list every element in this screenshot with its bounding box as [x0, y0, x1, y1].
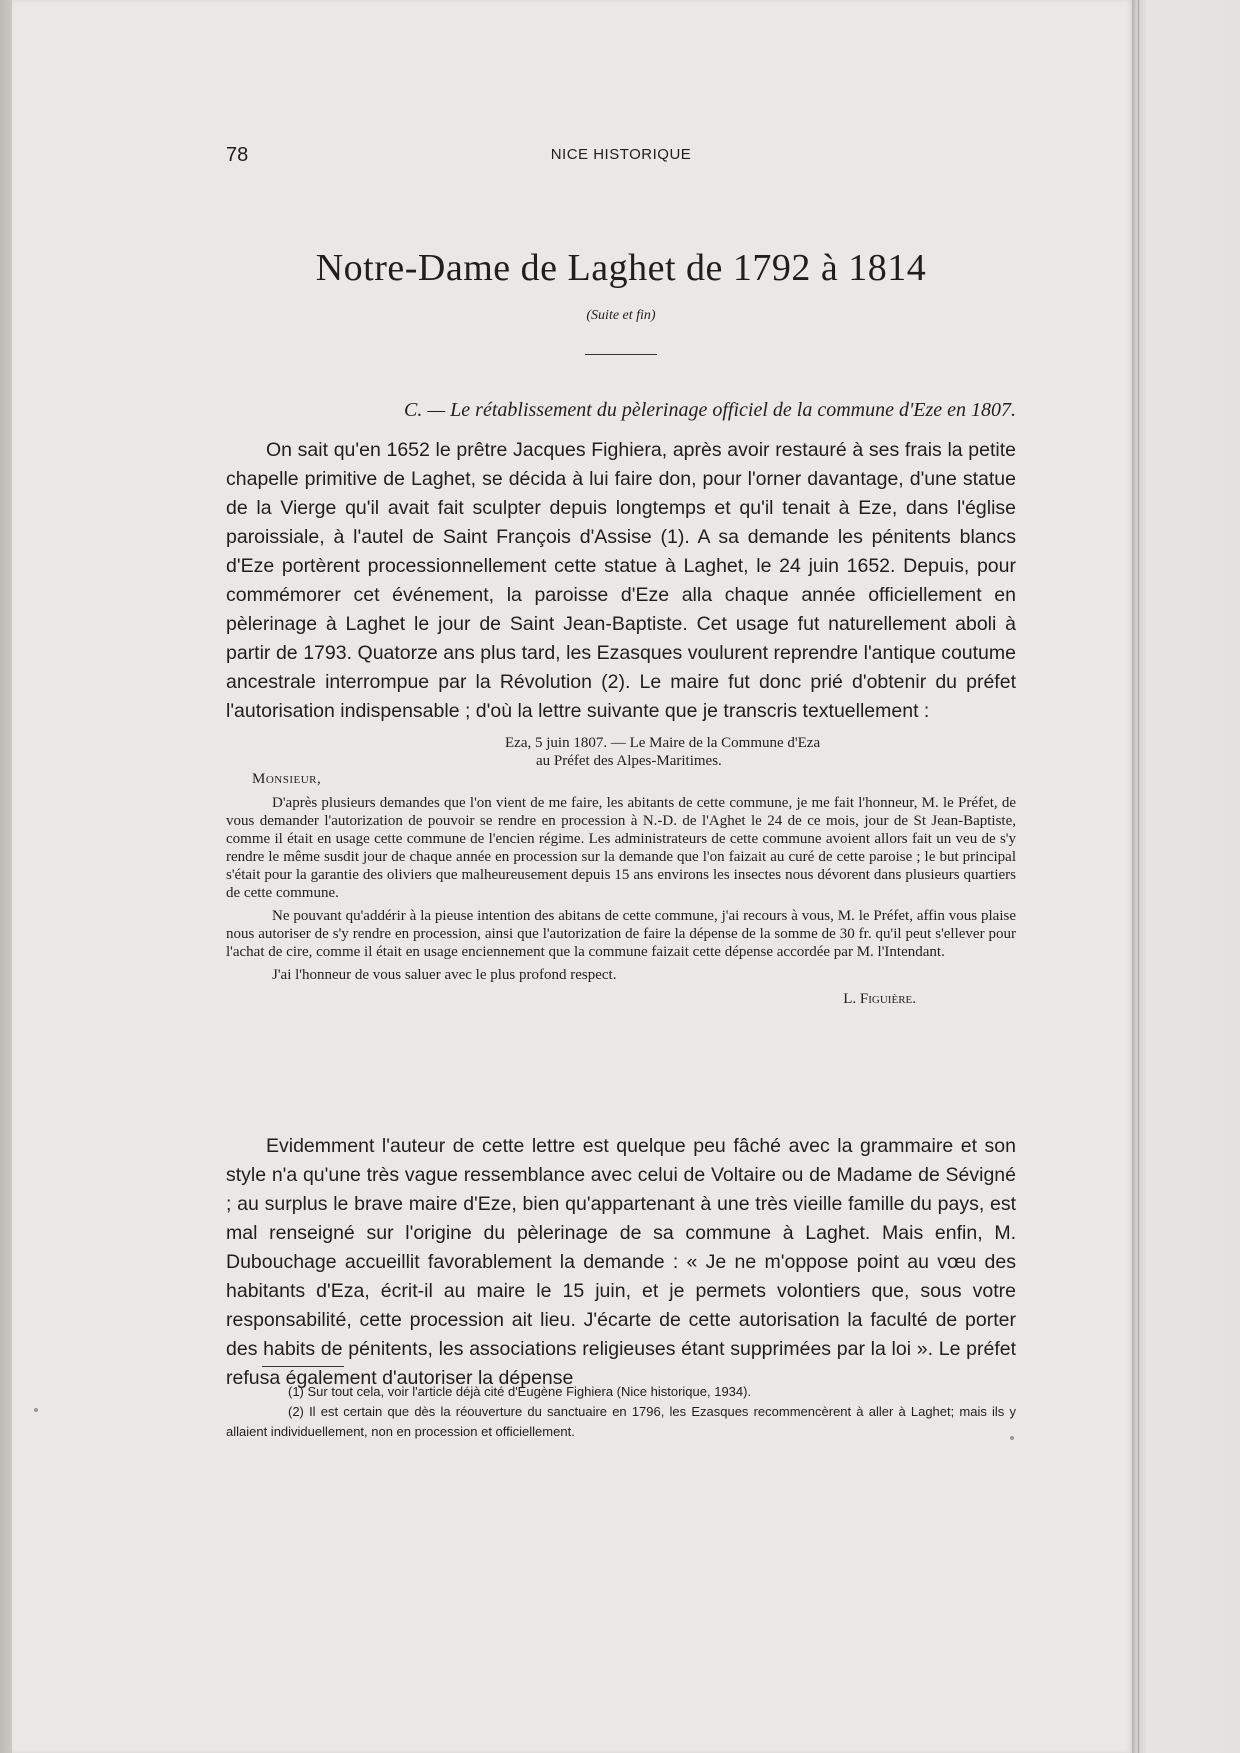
- paragraph: On sait qu'en 1652 le prêtre Jacques Fighiera, après avoir restauré à ses frais la petite chapelle primitive de Laghet, se décida à lui faire don, pour l'orner davantage, d'une statue de la Vierge qu'il avait fait sculpter depuis longtemps et qu'il tenait à Eze, dans l'église paroissiale, à l'autel de Saint François d'Assise (1). A sa demande les pénitents blancs d'Eze portèrent processionnellement cette statue à Laghet, le 24 juin 1652. Depuis, pour commémorer cet événement, la paroisse d'Eze alla chaque année officiellement en pèlerinage à Laghet le jour de Saint Jean-Baptiste. Cet usage fut naturellement aboli à partir de 1793. Quatorze ans plus tard, les Ezasques voulurent reprendre l'antique coutume ancestrale interrompue par la Révolution (2). Le maire fut donc prié d'obtenir du préfet l'autorisation indispensable ; d'où la lettre suivante que je transcris textuellement :: [226, 439, 1016, 722]
- journal-title: NICE HISTORIQUE: [550, 146, 692, 163]
- adjacent-page-edge: [1132, 0, 1240, 1753]
- quoted-letter: [226, 734, 1016, 1008]
- page-gutter-line: [1138, 0, 1139, 1753]
- section-heading: C. — Le rétablissement du pèlerinage officiel de la commune d'Eze en 1807.: [404, 399, 1016, 421]
- letter-paragraph: D'après plusieurs demandes que l'on vient de me faire, les abitants de cette commune, je me fait l'honneur, M. le Préfet, de vous demander l'autorization de pouvoir se rendre en procession à N.-D. de l'Aghet le 24 de ce mois, jour de St Jean-Baptiste, comme il était en usage cette commune de l'encien régime. Les administrateurs de cette commune avoient allors fait un veu de s'y rendre le même susdit jour de chaque année en procession sur la demande que l'on faizait au curé de cette paroise ; le but principal s'était pour la garantie des oliviers que malheureusement depuis 15 ans environs les insectes nous dévorent dans plusieurs quartiers de cette commune.: [226, 795, 1016, 901]
- letter-signature: L. Figuière.: [843, 991, 916, 1007]
- paragraph: Evidemment l'auteur de cette lettre est quelque peu fâché avec la grammaire et son style n'a qu'une très vague ressemblance avec celui de Voltaire ou de Madame de Sévigné ; au surplus le brave maire d'Eze, bien qu'appartenant à une très vieille famille du pays, est mal renseigné sur l'origine du pèlerinage de sa commune à Laghet. Mais enfin, M. Dubouchage accueillit favorablement la demande : « Je ne m'oppose point au vœu des habitants d'Eza, écrit-il au maire le 15 juin, et je permets volontiers que, sous votre responsabilité, cette procession ait lieu. J'écarte de cette autorisation la faculté de porter des habits de pénitents, les associations religieuses étant supprimées par la loi ». Le préfet refusa également d'autoriser la dépense: [226, 1135, 1016, 1389]
- footnotes: [226, 1382, 1016, 1442]
- body-text: [226, 436, 1016, 726]
- footnote: (1) Sur tout cela, voir l'article déjà cité d'Eugène Fighiera (Nice historique, 1934).: [288, 1384, 752, 1399]
- article-subtitle: (Suite et fin): [586, 308, 656, 323]
- footnote-divider: [262, 1366, 344, 1367]
- letter-paragraph: J'ai l'honneur de vous saluer avec le plus profond respect.: [272, 967, 617, 983]
- paper-speck: [34, 1408, 38, 1412]
- running-head: [226, 144, 1016, 168]
- page-number: 78: [226, 144, 249, 166]
- title-divider: [585, 354, 657, 355]
- article-title: Notre-Dame de Laghet de 1792 à 1814: [315, 247, 927, 289]
- letter-dateline: Eza, 5 juin 1807. — Le Maire de la Commune d'Eza: [505, 735, 821, 751]
- footnote: (2) Il est certain que dès la réouverture du sanctuaire en 1796, les Ezasques recommencèrent à aller à Laghet; mais ils y allaient individuellement, non en procession et officiellement.: [226, 1404, 1016, 1439]
- body-text-continuation: [226, 1132, 1016, 1393]
- letter-salutation: Monsieur,: [252, 771, 322, 787]
- letter-paragraph: Ne pouvant qu'addérir à la pieuse intention des abitans de cette commune, j'ai recours à vous, M. le Préfet, affin vous plaise nous autoriser de s'y rendre en procession, ainsi que l'autorization de faire la dépense de la somme de 30 fr. qu'il peut s'ellever pour l'achat de cire, comme il était en usage enciennement que la commune faizait cette dépense accordée par M. l'Intendant.: [226, 908, 1016, 960]
- paper-speck: [1010, 1436, 1014, 1440]
- letter-addressee: au Préfet des Alpes-Maritimes.: [536, 753, 722, 769]
